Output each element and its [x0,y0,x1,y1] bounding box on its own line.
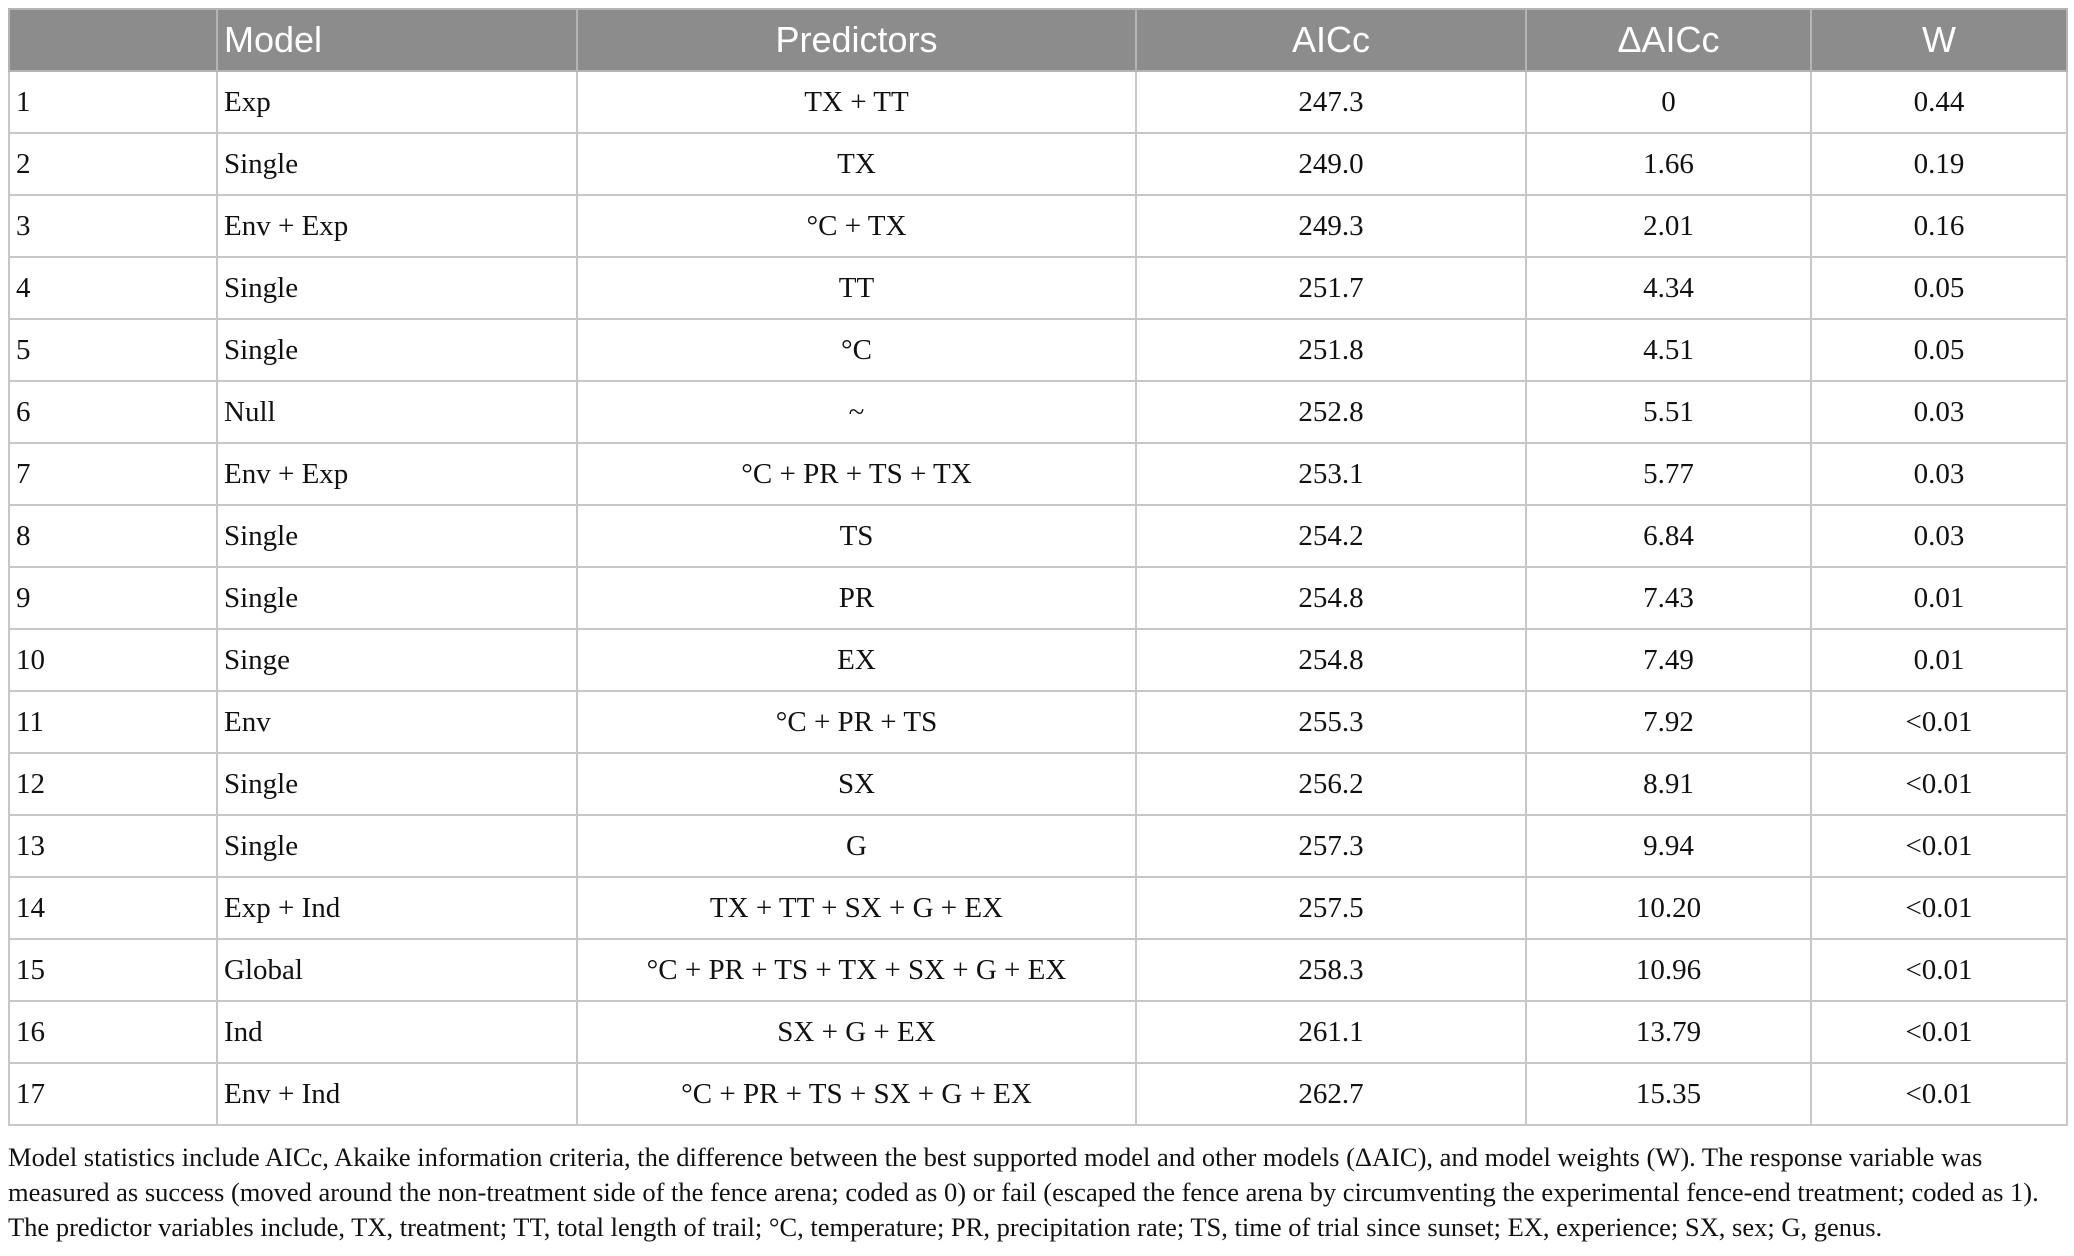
cell-aicc: 253.1 [1136,443,1526,505]
cell-model: Exp + Ind [217,877,577,939]
cell-weight: <0.01 [1811,877,2067,939]
cell-predictors: TX + TT + SX + G + EX [577,877,1136,939]
footnote-line: Model statistics include AICc, Akaike information criteria, the difference between the best supported model and other models (ΔAIC), and model weights (W). The response variable was [8,1142,1983,1172]
cell-index: 16 [9,1001,217,1063]
cell-weight: 0.03 [1811,505,2067,567]
cell-model: Exp [217,71,577,133]
cell-model: Global [217,939,577,1001]
table-row [9,381,2067,443]
header-aicc: AICc [1136,9,1526,71]
cell-aicc: 254.2 [1136,505,1526,567]
cell-aicc: 254.8 [1136,567,1526,629]
cell-weight: 0.01 [1811,567,2067,629]
cell-predictors: TX [577,133,1136,195]
cell-aicc: 255.3 [1136,691,1526,753]
cell-predictors: °C + PR + TS + TX [577,443,1136,505]
header-delta-aicc: ΔAICc [1526,9,1811,71]
footnote-line: The predictor variables include, TX, treatment; TT, total length of trail; °C, temperature; PR, precipitation rate; TS, time of trial since sunset; EX, experience; SX, sex; G, genus. [8,1212,1883,1242]
table-row [9,443,2067,505]
cell-weight: <0.01 [1811,1063,2067,1125]
cell-weight: 0.16 [1811,195,2067,257]
table-body [9,71,2067,1125]
cell-model: Single [217,319,577,381]
cell-aicc: 249.3 [1136,195,1526,257]
cell-delta-aicc: 5.51 [1526,381,1811,443]
cell-delta-aicc: 1.66 [1526,133,1811,195]
cell-delta-aicc: 9.94 [1526,815,1811,877]
cell-weight: 0.44 [1811,71,2067,133]
table-row [9,1001,2067,1063]
cell-weight: <0.01 [1811,815,2067,877]
cell-model: Single [217,133,577,195]
cell-model: Ind [217,1001,577,1063]
cell-model: Null [217,381,577,443]
cell-aicc: 247.3 [1136,71,1526,133]
cell-delta-aicc: 5.77 [1526,443,1811,505]
cell-delta-aicc: 7.49 [1526,629,1811,691]
table-row [9,257,2067,319]
cell-predictors: EX [577,629,1136,691]
cell-model: Single [217,753,577,815]
footnote-line: measured as success (moved around the non-treatment side of the fence arena; coded as 0) or fail (escaped the fence arena by circumventing the experimental fence-end treatment; coded as 1). [8,1177,2039,1207]
cell-aicc: 258.3 [1136,939,1526,1001]
cell-aicc: 262.7 [1136,1063,1526,1125]
table-row [9,195,2067,257]
cell-delta-aicc: 8.91 [1526,753,1811,815]
cell-model: Env + Exp [217,443,577,505]
table-row [9,133,2067,195]
cell-delta-aicc: 4.34 [1526,257,1811,319]
table-row [9,815,2067,877]
header-predictors: Predictors [577,9,1136,71]
cell-predictors: TT [577,257,1136,319]
cell-index: 7 [9,443,217,505]
cell-predictors: SX [577,753,1136,815]
table-row [9,877,2067,939]
cell-index: 15 [9,939,217,1001]
cell-index: 6 [9,381,217,443]
table-row [9,567,2067,629]
table-header-row [9,9,2067,71]
model-selection-table [8,8,2068,1126]
table-row [9,71,2067,133]
cell-delta-aicc: 6.84 [1526,505,1811,567]
cell-delta-aicc: 10.96 [1526,939,1811,1001]
cell-weight: 0.05 [1811,319,2067,381]
cell-index: 9 [9,567,217,629]
cell-aicc: 261.1 [1136,1001,1526,1063]
table-row [9,629,2067,691]
cell-weight: <0.01 [1811,1001,2067,1063]
cell-delta-aicc: 13.79 [1526,1001,1811,1063]
cell-model: Single [217,257,577,319]
cell-weight: 0.03 [1811,443,2067,505]
cell-predictors: °C [577,319,1136,381]
table-row [9,1063,2067,1125]
cell-aicc: 257.3 [1136,815,1526,877]
header-index [9,9,217,71]
model-selection-table-container [8,8,2066,1126]
table-row [9,505,2067,567]
cell-model: Env [217,691,577,753]
header-model: Model [217,9,577,71]
cell-delta-aicc: 15.35 [1526,1063,1811,1125]
cell-delta-aicc: 7.92 [1526,691,1811,753]
cell-index: 2 [9,133,217,195]
cell-predictors: °C + PR + TS [577,691,1136,753]
cell-predictors: PR [577,567,1136,629]
cell-delta-aicc: 10.20 [1526,877,1811,939]
cell-aicc: 254.8 [1136,629,1526,691]
cell-predictors: TS [577,505,1136,567]
cell-weight: 0.03 [1811,381,2067,443]
cell-model: Single [217,505,577,567]
cell-weight: <0.01 [1811,691,2067,753]
cell-index: 12 [9,753,217,815]
cell-index: 10 [9,629,217,691]
cell-aicc: 257.5 [1136,877,1526,939]
cell-index: 4 [9,257,217,319]
table-row [9,753,2067,815]
cell-delta-aicc: 2.01 [1526,195,1811,257]
cell-aicc: 251.7 [1136,257,1526,319]
cell-weight: 0.01 [1811,629,2067,691]
cell-weight: 0.19 [1811,133,2067,195]
cell-index: 1 [9,71,217,133]
table-row [9,939,2067,1001]
table-row [9,319,2067,381]
cell-model: Singe [217,629,577,691]
cell-delta-aicc: 7.43 [1526,567,1811,629]
cell-delta-aicc: 4.51 [1526,319,1811,381]
cell-model: Single [217,815,577,877]
cell-aicc: 256.2 [1136,753,1526,815]
header-weight: W [1811,9,2067,71]
cell-predictors: °C + TX [577,195,1136,257]
cell-aicc: 252.8 [1136,381,1526,443]
cell-predictors: °C + PR + TS + SX + G + EX [577,1063,1136,1125]
cell-predictors: °C + PR + TS + TX + SX + G + EX [577,939,1136,1001]
cell-aicc: 249.0 [1136,133,1526,195]
cell-weight: <0.01 [1811,939,2067,1001]
cell-model: Env + Exp [217,195,577,257]
cell-model: Env + Ind [217,1063,577,1125]
cell-model: Single [217,567,577,629]
table-row [9,691,2067,753]
cell-index: 11 [9,691,217,753]
cell-index: 14 [9,877,217,939]
cell-weight: <0.01 [1811,753,2067,815]
cell-index: 8 [9,505,217,567]
cell-predictors: TX + TT [577,71,1136,133]
table-footnote [8,1140,2066,1245]
cell-index: 17 [9,1063,217,1125]
cell-delta-aicc: 0 [1526,71,1811,133]
cell-index: 5 [9,319,217,381]
cell-aicc: 251.8 [1136,319,1526,381]
cell-index: 3 [9,195,217,257]
cell-index: 13 [9,815,217,877]
cell-predictors: ~ [577,381,1136,443]
cell-weight: 0.05 [1811,257,2067,319]
cell-predictors: G [577,815,1136,877]
cell-predictors: SX + G + EX [577,1001,1136,1063]
